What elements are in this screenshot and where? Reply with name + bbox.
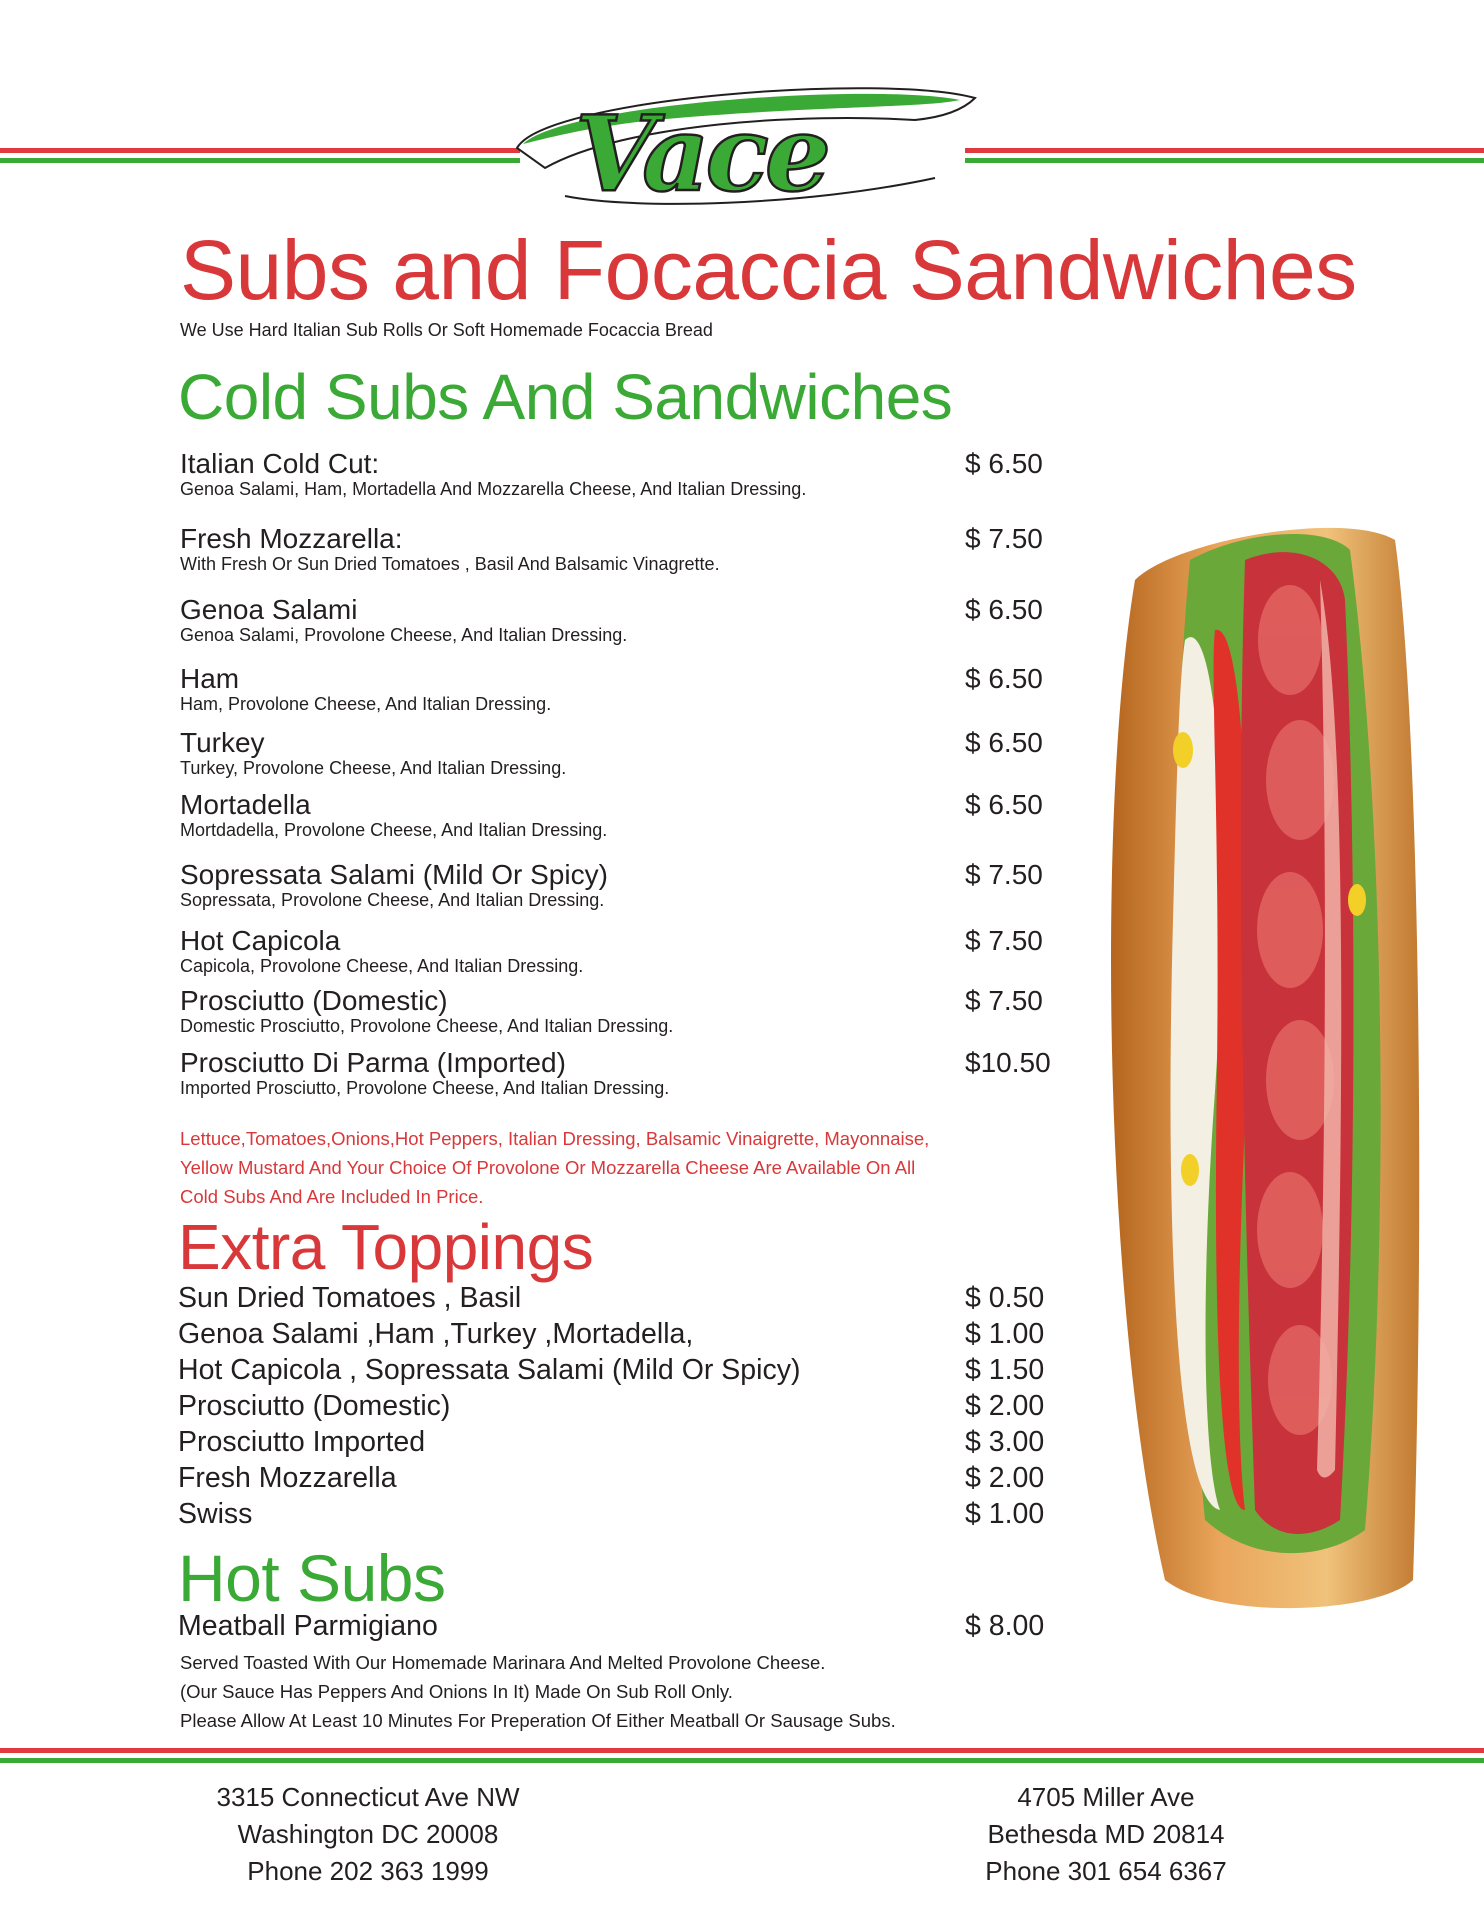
top-stripe-red-right <box>965 148 1484 153</box>
item-price: $10.50 <box>965 1047 1051 1078</box>
menu-item <box>180 790 1060 840</box>
menu-item <box>180 449 1060 499</box>
menu-item <box>180 728 1060 778</box>
location-bethesda <box>906 1779 1306 1890</box>
location-street: 3315 Connecticut Ave NW <box>216 1782 520 1812</box>
item-name: Sopressata Salami (Mild Or Spicy) <box>180 859 608 890</box>
item-price: $ 6.50 <box>965 727 1043 758</box>
item-name: Hot Capicola <box>180 925 341 956</box>
topping-price: $ 2.00 <box>965 1390 1045 1422</box>
hot-item-description: (Our Sauce Has Peppers And Onions In It) Made On Sub Roll Only. <box>180 1681 733 1702</box>
top-stripe-green-right <box>965 158 1484 163</box>
menu-item <box>180 986 1060 1036</box>
item-price: $ 7.50 <box>965 985 1043 1016</box>
topping-row <box>178 1462 1058 1498</box>
top-stripe-green <box>0 158 520 163</box>
item-description: Turkey, Provolone Cheese, And Italian Dressing. <box>180 758 567 778</box>
topping-price: $ 1.00 <box>965 1498 1045 1530</box>
item-name: Mortadella <box>180 789 311 820</box>
note-line: Yellow Mustard And Your Choice Of Provolone Or Mozzarella Cheese Are Available On All <box>180 1157 916 1178</box>
topping-name: Genoa Salami ,Ham ,Turkey ,Mortadella, <box>178 1318 694 1350</box>
hot-item-price: $ 8.00 <box>965 1610 1045 1642</box>
item-description: Genoa Salami, Provolone Cheese, And Italian Dressing. <box>180 625 628 645</box>
item-price: $ 7.50 <box>965 925 1043 956</box>
hot-item-description: Please Allow At Least 10 Minutes For Preperation Of Either Meatball Or Sausage Subs. <box>180 1710 896 1731</box>
included-toppings-note <box>180 1124 1040 1211</box>
location-city: Washington DC 20008 <box>237 1819 499 1849</box>
item-name: Turkey <box>180 727 265 758</box>
item-name: Prosciutto (Domestic) <box>180 985 448 1016</box>
topping-row <box>178 1498 1058 1534</box>
note-line: Lettuce,Tomatoes,Onions,Hot Peppers, Italian Dressing, Balsamic Vinaigrette, Mayonnaise, <box>180 1128 930 1149</box>
hot-item-name: Meatball Parmigiano <box>178 1610 438 1642</box>
item-price: $ 6.50 <box>965 789 1043 820</box>
topping-price: $ 0.50 <box>965 1282 1045 1314</box>
page-title: Subs and Focaccia Sandwiches <box>180 223 1357 317</box>
topping-row <box>178 1318 1058 1354</box>
topping-row <box>178 1282 1058 1318</box>
topping-name: Prosciutto (Domestic) <box>178 1390 451 1422</box>
item-description: Imported Prosciutto, Provolone Cheese, And Italian Dressing. <box>180 1078 670 1098</box>
topping-row <box>178 1390 1058 1426</box>
vace-logo <box>505 78 985 213</box>
item-description: Mortdadella, Provolone Cheese, And Italian Dressing. <box>180 820 608 840</box>
topping-row <box>178 1426 1058 1462</box>
menu-item <box>180 524 1060 574</box>
section-title-toppings: Extra Toppings <box>178 1211 594 1283</box>
topping-price: $ 1.00 <box>965 1318 1045 1350</box>
topping-name: Prosciutto Imported <box>178 1426 426 1458</box>
item-name: Italian Cold Cut: <box>180 448 380 479</box>
item-price: $ 7.50 <box>965 859 1043 890</box>
top-stripe-red <box>0 148 520 153</box>
bottom-stripe-red <box>0 1748 1484 1753</box>
item-price: $ 7.50 <box>965 523 1043 554</box>
item-name: Ham <box>180 663 240 694</box>
location-phone: Phone 301 654 6367 <box>985 1856 1227 1886</box>
item-description: Ham, Provolone Cheese, And Italian Dressing. <box>180 694 552 714</box>
page-subtitle: We Use Hard Italian Sub Rolls Or Soft Homemade Focaccia Bread <box>180 320 713 340</box>
topping-price: $ 3.00 <box>965 1426 1045 1458</box>
item-description: Genoa Salami, Ham, Mortadella And Mozzarella Cheese, And Italian Dressing. <box>180 479 807 499</box>
menu-item <box>180 595 1060 645</box>
menu-item <box>180 1048 1060 1098</box>
topping-price: $ 2.00 <box>965 1462 1045 1494</box>
topping-name: Sun Dried Tomatoes , Basil <box>178 1282 522 1314</box>
location-city: Bethesda MD 20814 <box>987 1819 1225 1849</box>
logo-text: Vace <box>575 92 828 213</box>
item-price: $ 6.50 <box>965 594 1043 625</box>
location-street: 4705 Miller Ave <box>1017 1782 1195 1812</box>
item-description: Capicola, Provolone Cheese, And Italian Dressing. <box>180 956 584 976</box>
item-price: $ 6.50 <box>965 663 1043 694</box>
hot-item-row <box>178 1610 1058 1646</box>
topping-name: Fresh Mozzarella <box>178 1462 397 1494</box>
section-title-cold: Cold Subs And Sandwiches <box>178 361 953 433</box>
bottom-stripe-green <box>0 1758 1484 1763</box>
topping-row <box>178 1354 1058 1390</box>
item-description: Domestic Prosciutto, Provolone Cheese, And Italian Dressing. <box>180 1016 674 1036</box>
sub-sandwich-image <box>1095 520 1430 1620</box>
menu-item <box>180 860 1060 910</box>
menu-item <box>180 664 1060 714</box>
section-title-hot: Hot Subs <box>178 1541 446 1615</box>
item-price: $ 6.50 <box>965 448 1043 479</box>
item-description: Sopressata, Provolone Cheese, And Italian Dressing. <box>180 890 605 910</box>
item-name: Genoa Salami <box>180 594 358 625</box>
topping-price: $ 1.50 <box>965 1354 1045 1386</box>
topping-name: Hot Capicola , Sopressata Salami (Mild Or Spicy) <box>178 1354 801 1386</box>
location-washington <box>168 1779 568 1890</box>
topping-name: Swiss <box>178 1498 253 1530</box>
item-name: Prosciutto Di Parma (Imported) <box>180 1047 566 1078</box>
hot-item-description: Served Toasted With Our Homemade Marinara And Melted Provolone Cheese. <box>180 1652 826 1673</box>
location-phone: Phone 202 363 1999 <box>247 1856 489 1886</box>
item-name: Fresh Mozzarella: <box>180 523 403 554</box>
item-description: With Fresh Or Sun Dried Tomatoes , Basil And Balsamic Vinagrette. <box>180 554 720 574</box>
note-line: Cold Subs And Are Included In Price. <box>180 1186 484 1207</box>
menu-item <box>180 926 1060 976</box>
